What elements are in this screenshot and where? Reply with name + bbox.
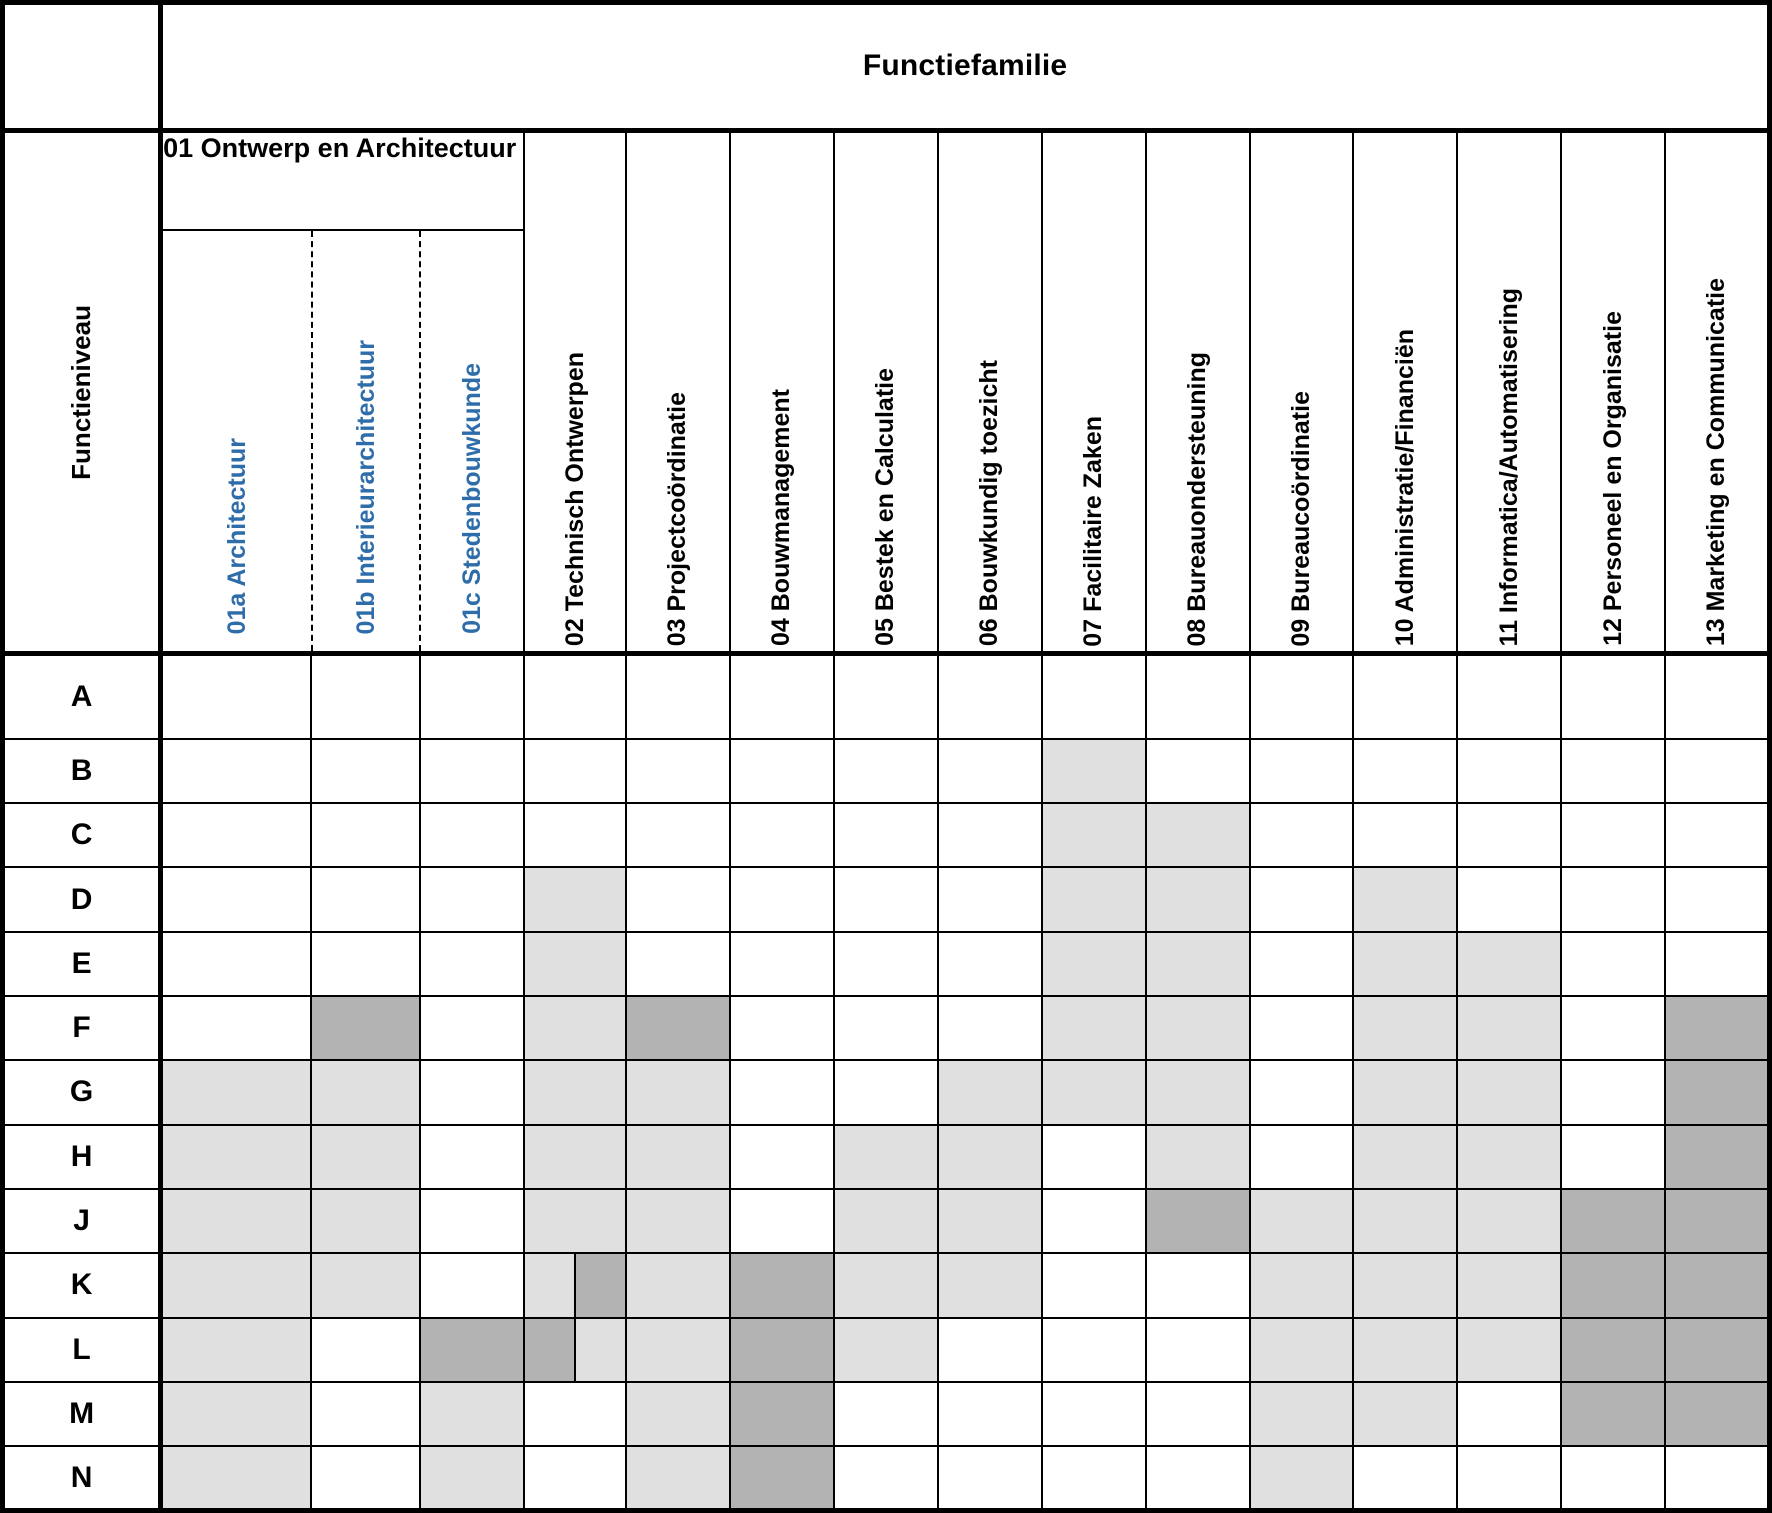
matrix-cell-G-06[interactable]	[938, 1060, 1042, 1124]
matrix-cell-E-13[interactable]	[1665, 932, 1769, 996]
matrix-cell-B-02[interactable]	[524, 739, 626, 803]
matrix-cell-C-06[interactable]	[938, 803, 1042, 867]
matrix-cell-K-07[interactable]	[1042, 1253, 1146, 1317]
matrix-cell-K-01a[interactable]	[161, 1253, 311, 1317]
column-header-04	[730, 130, 834, 654]
row-axis-header	[3, 130, 161, 654]
matrix-cell-H-03[interactable]	[626, 1125, 730, 1189]
matrix-cell-M-13[interactable]	[1665, 1382, 1769, 1446]
matrix-cell-N-12[interactable]	[1561, 1446, 1665, 1510]
matrix-cell-F-06[interactable]	[938, 996, 1042, 1060]
matrix-cell-A-11[interactable]	[1457, 654, 1561, 739]
matrix-cell-C-04[interactable]	[730, 803, 834, 867]
matrix-cell-K-06[interactable]	[938, 1253, 1042, 1317]
level-label-F: F	[3, 996, 161, 1060]
matrix-cell-B-08[interactable]	[1146, 739, 1250, 803]
matrix-cell-H-11[interactable]	[1457, 1125, 1561, 1189]
matrix-cell-L-02[interactable]	[524, 1318, 626, 1382]
matrix-cell-G-01a[interactable]	[161, 1060, 311, 1124]
matrix-cell-L-01c[interactable]	[420, 1318, 524, 1382]
matrix-cell-L-07[interactable]	[1042, 1318, 1146, 1382]
matrix-cell-C-03[interactable]	[626, 803, 730, 867]
matrix-row	[3, 1253, 1770, 1317]
matrix-cell-G-09[interactable]	[1250, 1060, 1354, 1124]
sub-column-label-01c: 01c Stedenbouwkunde	[457, 363, 486, 635]
matrix-cell-J-12[interactable]	[1561, 1189, 1665, 1253]
matrix-cell-M-08[interactable]	[1146, 1382, 1250, 1446]
matrix-cell-E-08[interactable]	[1146, 932, 1250, 996]
matrix-cell-F-09[interactable]	[1250, 996, 1354, 1060]
matrix-cell-F-01b[interactable]	[311, 996, 421, 1060]
matrix-cell-L-08[interactable]	[1146, 1318, 1250, 1382]
matrix-cell-J-08[interactable]	[1146, 1189, 1250, 1253]
matrix-cell-M-05[interactable]	[834, 1382, 938, 1446]
matrix-cell-F-05[interactable]	[834, 996, 938, 1060]
matrix-cell-G-01b[interactable]	[311, 1060, 421, 1124]
level-label-D: D	[3, 867, 161, 931]
matrix-cell-E-01b[interactable]	[311, 932, 421, 996]
matrix-cell-F-12[interactable]	[1561, 996, 1665, 1060]
matrix-cell-H-05[interactable]	[834, 1125, 938, 1189]
matrix-cell-N-03[interactable]	[626, 1446, 730, 1510]
matrix-cell-D-11[interactable]	[1457, 867, 1561, 931]
matrix-cell-E-07[interactable]	[1042, 932, 1146, 996]
matrix-cell-J-01b[interactable]	[311, 1189, 421, 1253]
matrix-cell-N-06[interactable]	[938, 1446, 1042, 1510]
matrix-cell-K-03[interactable]	[626, 1253, 730, 1317]
matrix-cell-L-11[interactable]	[1457, 1318, 1561, 1382]
matrix-cell-E-02[interactable]	[524, 932, 626, 996]
matrix-cell-M-10[interactable]	[1353, 1382, 1457, 1446]
column-header-05	[834, 130, 938, 654]
matrix-cell-H-02[interactable]	[524, 1125, 626, 1189]
matrix-cell-K-01c[interactable]	[420, 1253, 524, 1317]
matrix-row	[3, 1189, 1770, 1253]
matrix-cell-H-01a[interactable]	[161, 1125, 311, 1189]
column-header-07	[1042, 130, 1146, 654]
level-label-J: J	[3, 1189, 161, 1253]
level-label-L: L	[3, 1318, 161, 1382]
matrix-row	[3, 996, 1770, 1060]
group-header-cell	[161, 130, 525, 654]
matrix-cell-G-10[interactable]	[1353, 1060, 1457, 1124]
matrix-cell-J-03[interactable]	[626, 1189, 730, 1253]
column-header-13	[1665, 130, 1769, 654]
matrix-cell-M-04[interactable]	[730, 1382, 834, 1446]
column-header-row	[3, 130, 1770, 654]
matrix-cell-N-04[interactable]	[730, 1446, 834, 1510]
matrix-cell-A-10[interactable]	[1353, 654, 1457, 739]
matrix-cell-J-01a[interactable]	[161, 1189, 311, 1253]
sub-column-label-01a: 01a Architectuur	[222, 437, 251, 635]
matrix-cell-C-07[interactable]	[1042, 803, 1146, 867]
matrix-cell-M-03[interactable]	[626, 1382, 730, 1446]
matrix-cell-A-01a[interactable]	[161, 654, 311, 739]
matrix-cell-H-01b[interactable]	[311, 1125, 421, 1189]
matrix-row	[3, 654, 1770, 739]
matrix-cell-N-13[interactable]	[1665, 1446, 1769, 1510]
matrix-cell-E-10[interactable]	[1353, 932, 1457, 996]
cell-split-divider	[574, 1319, 576, 1381]
matrix-cell-K-04[interactable]	[730, 1253, 834, 1317]
column-label-12: 12 Personeel en Organisatie	[1598, 311, 1627, 647]
matrix-cell-D-08[interactable]	[1146, 867, 1250, 931]
matrix-cell-D-01a[interactable]	[161, 867, 311, 931]
matrix-cell-C-01a[interactable]	[161, 803, 311, 867]
matrix-cell-G-04[interactable]	[730, 1060, 834, 1124]
column-header-08	[1146, 130, 1250, 654]
matrix-row	[3, 1382, 1770, 1446]
matrix-cell-H-08[interactable]	[1146, 1125, 1250, 1189]
matrix-cell-L-06[interactable]	[938, 1318, 1042, 1382]
matrix-cell-B-13[interactable]	[1665, 739, 1769, 803]
matrix-cell-N-08[interactable]	[1146, 1446, 1250, 1510]
matrix-cell-L-13[interactable]	[1665, 1318, 1769, 1382]
cell-half-right	[575, 1319, 625, 1381]
matrix-cell-F-02[interactable]	[524, 996, 626, 1060]
matrix-cell-D-02[interactable]	[524, 867, 626, 931]
column-label-06: 06 Bouwkundig toezicht	[975, 360, 1004, 647]
column-header-03	[626, 130, 730, 654]
matrix-cell-H-06[interactable]	[938, 1125, 1042, 1189]
matrix-cell-M-01b[interactable]	[311, 1382, 421, 1446]
matrix-cell-C-02[interactable]	[524, 803, 626, 867]
matrix-cell-B-09[interactable]	[1250, 739, 1354, 803]
level-label-C: C	[3, 803, 161, 867]
column-header-12	[1561, 130, 1665, 654]
group-label: 01 Ontwerp en Architectuur	[163, 133, 523, 230]
matrix-cell-D-13[interactable]	[1665, 867, 1769, 931]
row-axis-label: Functieniveau	[66, 305, 97, 480]
matrix-cell-K-11[interactable]	[1457, 1253, 1561, 1317]
matrix-cell-M-06[interactable]	[938, 1382, 1042, 1446]
column-header-02	[524, 130, 626, 654]
matrix-cell-B-01a[interactable]	[161, 739, 311, 803]
matrix-cell-J-02[interactable]	[524, 1189, 626, 1253]
matrix-row	[3, 1125, 1770, 1189]
matrix-cell-B-04[interactable]	[730, 739, 834, 803]
matrix-cell-L-12[interactable]	[1561, 1318, 1665, 1382]
matrix-cell-J-13[interactable]	[1665, 1189, 1769, 1253]
matrix-cell-M-01a[interactable]	[161, 1382, 311, 1446]
matrix-cell-E-04[interactable]	[730, 932, 834, 996]
matrix-cell-C-10[interactable]	[1353, 803, 1457, 867]
level-label-G: G	[3, 1060, 161, 1124]
matrix-cell-E-09[interactable]	[1250, 932, 1354, 996]
column-header-06	[938, 130, 1042, 654]
matrix-cell-B-11[interactable]	[1457, 739, 1561, 803]
column-label-03: 03 Projectcoördinatie	[663, 392, 692, 647]
column-header-11	[1457, 130, 1561, 654]
matrix-cell-L-05[interactable]	[834, 1318, 938, 1382]
matrix-cell-D-10[interactable]	[1353, 867, 1457, 931]
matrix-cell-N-05[interactable]	[834, 1446, 938, 1510]
matrix-cell-E-01a[interactable]	[161, 932, 311, 996]
matrix-cell-F-04[interactable]	[730, 996, 834, 1060]
level-label-B: B	[3, 739, 161, 803]
matrix-cell-C-08[interactable]	[1146, 803, 1250, 867]
cell-half-left	[525, 1254, 575, 1316]
cell-half-right	[575, 1254, 625, 1316]
matrix-cell-A-01b[interactable]	[311, 654, 421, 739]
matrix-cell-N-02[interactable]	[524, 1446, 626, 1510]
corner-blank-cell	[3, 3, 161, 131]
level-label-E: E	[3, 932, 161, 996]
matrix-cell-C-05[interactable]	[834, 803, 938, 867]
matrix-cell-M-02[interactable]	[524, 1382, 626, 1446]
matrix-cell-H-10[interactable]	[1353, 1125, 1457, 1189]
column-header-10	[1353, 130, 1457, 654]
matrix-cell-G-12[interactable]	[1561, 1060, 1665, 1124]
matrix-cell-C-01b[interactable]	[311, 803, 421, 867]
matrix-cell-G-05[interactable]	[834, 1060, 938, 1124]
cell-half-left	[525, 1319, 575, 1381]
matrix-cell-F-01a[interactable]	[161, 996, 311, 1060]
matrix-cell-D-04[interactable]	[730, 867, 834, 931]
matrix-cell-E-12[interactable]	[1561, 932, 1665, 996]
sub-column-header-01a	[163, 230, 312, 652]
matrix-cell-N-07[interactable]	[1042, 1446, 1146, 1510]
matrix-row	[3, 1446, 1770, 1510]
matrix-cell-G-07[interactable]	[1042, 1060, 1146, 1124]
matrix-cell-A-04[interactable]	[730, 654, 834, 739]
matrix-cell-K-10[interactable]	[1353, 1253, 1457, 1317]
matrix-cell-E-05[interactable]	[834, 932, 938, 996]
matrix-cell-L-04[interactable]	[730, 1318, 834, 1382]
matrix-cell-B-05[interactable]	[834, 739, 938, 803]
column-label-10: 10 Administratie/Financiën	[1390, 329, 1419, 647]
matrix-cell-B-12[interactable]	[1561, 739, 1665, 803]
matrix-cell-K-02[interactable]	[524, 1253, 626, 1317]
column-label-11: 11 Informatica/Automatisering	[1494, 287, 1523, 647]
matrix-cell-B-10[interactable]	[1353, 739, 1457, 803]
matrix-cell-E-11[interactable]	[1457, 932, 1561, 996]
matrix-cell-K-08[interactable]	[1146, 1253, 1250, 1317]
matrix-row	[3, 739, 1770, 803]
matrix-row	[3, 803, 1770, 867]
matrix-cell-A-13[interactable]	[1665, 654, 1769, 739]
matrix-cell-B-07[interactable]	[1042, 739, 1146, 803]
matrix-cell-N-01b[interactable]	[311, 1446, 421, 1510]
matrix-cell-A-12[interactable]	[1561, 654, 1665, 739]
matrix-cell-N-11[interactable]	[1457, 1446, 1561, 1510]
column-header-09	[1250, 130, 1354, 654]
matrix-cell-K-01b[interactable]	[311, 1253, 421, 1317]
matrix-cell-L-10[interactable]	[1353, 1318, 1457, 1382]
matrix-cell-M-11[interactable]	[1457, 1382, 1561, 1446]
level-label-N: N	[3, 1446, 161, 1510]
matrix-cell-B-01b[interactable]	[311, 739, 421, 803]
matrix-cell-D-01c[interactable]	[420, 867, 524, 931]
matrix-cell-L-01a[interactable]	[161, 1318, 311, 1382]
column-label-07: 07 Facilitaire Zaken	[1079, 415, 1108, 647]
matrix-cell-A-06[interactable]	[938, 654, 1042, 739]
matrix-cell-M-07[interactable]	[1042, 1382, 1146, 1446]
matrix-cell-D-12[interactable]	[1561, 867, 1665, 931]
sub-column-header-01b	[312, 230, 421, 652]
level-label-A: A	[3, 654, 161, 739]
matrix-cell-A-01c[interactable]	[420, 654, 524, 739]
matrix-cell-H-09[interactable]	[1250, 1125, 1354, 1189]
matrix-cell-C-09[interactable]	[1250, 803, 1354, 867]
matrix-cell-D-05[interactable]	[834, 867, 938, 931]
matrix-cell-G-02[interactable]	[524, 1060, 626, 1124]
matrix-row	[3, 1060, 1770, 1124]
matrix-cell-B-01c[interactable]	[420, 739, 524, 803]
matrix-cell-H-07[interactable]	[1042, 1125, 1146, 1189]
matrix-cell-A-07[interactable]	[1042, 654, 1146, 739]
matrix-cell-J-01c[interactable]	[420, 1189, 524, 1253]
matrix-cell-M-09[interactable]	[1250, 1382, 1354, 1446]
column-label-09: 09 Bureaucoördinatie	[1287, 390, 1315, 647]
matrix-cell-J-09[interactable]	[1250, 1189, 1354, 1253]
matrix-cell-L-01b[interactable]	[311, 1318, 421, 1382]
matrix-cell-K-13[interactable]	[1665, 1253, 1769, 1317]
matrix-cell-M-01c[interactable]	[420, 1382, 524, 1446]
matrix-cell-A-08[interactable]	[1146, 654, 1250, 739]
matrix-cell-M-12[interactable]	[1561, 1382, 1665, 1446]
matrix-cell-J-10[interactable]	[1353, 1189, 1457, 1253]
matrix-cell-D-06[interactable]	[938, 867, 1042, 931]
column-label-04: 04 Bouwmanagement	[767, 389, 796, 647]
matrix-row	[3, 867, 1770, 931]
matrix-cell-H-12[interactable]	[1561, 1125, 1665, 1189]
matrix-cell-G-13[interactable]	[1665, 1060, 1769, 1124]
matrix-cell-J-04[interactable]	[730, 1189, 834, 1253]
matrix-cell-H-13[interactable]	[1665, 1125, 1769, 1189]
matrix-cell-K-12[interactable]	[1561, 1253, 1665, 1317]
matrix-cell-E-01c[interactable]	[420, 932, 524, 996]
matrix-cell-J-05[interactable]	[834, 1189, 938, 1253]
matrix-cell-L-09[interactable]	[1250, 1318, 1354, 1382]
matrix-cell-B-03[interactable]	[626, 739, 730, 803]
matrix-cell-D-09[interactable]	[1250, 867, 1354, 931]
level-label-H: H	[3, 1125, 161, 1189]
matrix-cell-J-07[interactable]	[1042, 1189, 1146, 1253]
matrix-cell-J-11[interactable]	[1457, 1189, 1561, 1253]
matrix-cell-F-08[interactable]	[1146, 996, 1250, 1060]
matrix-cell-G-11[interactable]	[1457, 1060, 1561, 1124]
page-title: Functiefamilie	[161, 3, 1770, 131]
matrix-cell-G-01c[interactable]	[420, 1060, 524, 1124]
cell-split-divider	[574, 1254, 576, 1316]
matrix-cell-D-07[interactable]	[1042, 867, 1146, 931]
sub-column-label-01b: 01b Interieurarchitectuur	[351, 339, 380, 635]
matrix-cell-N-10[interactable]	[1353, 1446, 1457, 1510]
matrix-cell-F-03[interactable]	[626, 996, 730, 1060]
matrix-cell-D-03[interactable]	[626, 867, 730, 931]
matrix-cell-F-10[interactable]	[1353, 996, 1457, 1060]
title-row	[3, 3, 1770, 131]
matrix-cell-H-04[interactable]	[730, 1125, 834, 1189]
matrix-cell-J-06[interactable]	[938, 1189, 1042, 1253]
matrix-cell-A-02[interactable]	[524, 654, 626, 739]
matrix-cell-A-05[interactable]	[834, 654, 938, 739]
matrix-cell-A-09[interactable]	[1250, 654, 1354, 739]
level-label-K: K	[3, 1253, 161, 1317]
matrix-cell-G-08[interactable]	[1146, 1060, 1250, 1124]
column-label-13: 13 Marketing en Communicatie	[1702, 278, 1731, 647]
sub-column-header-01c	[420, 230, 523, 652]
matrix-cell-N-01c[interactable]	[420, 1446, 524, 1510]
matrix-cell-C-01c[interactable]	[420, 803, 524, 867]
matrix-cell-G-03[interactable]	[626, 1060, 730, 1124]
column-label-05: 05 Bestek en Calculatie	[871, 368, 900, 647]
column-label-08: 08 Bureauondersteuning	[1183, 351, 1212, 647]
matrix-cell-A-03[interactable]	[626, 654, 730, 739]
matrix-cell-N-09[interactable]	[1250, 1446, 1354, 1510]
matrix-cell-F-07[interactable]	[1042, 996, 1146, 1060]
matrix-cell-F-13[interactable]	[1665, 996, 1769, 1060]
matrix-cell-C-13[interactable]	[1665, 803, 1769, 867]
matrix-cell-L-03[interactable]	[626, 1318, 730, 1382]
matrix-cell-H-01c[interactable]	[420, 1125, 524, 1189]
matrix-cell-E-03[interactable]	[626, 932, 730, 996]
matrix-cell-E-06[interactable]	[938, 932, 1042, 996]
level-label-M: M	[3, 1382, 161, 1446]
matrix-cell-K-09[interactable]	[1250, 1253, 1354, 1317]
matrix-cell-F-11[interactable]	[1457, 996, 1561, 1060]
matrix-cell-C-12[interactable]	[1561, 803, 1665, 867]
matrix-row	[3, 932, 1770, 996]
matrix-cell-N-01a[interactable]	[161, 1446, 311, 1510]
column-label-02: 02 Technisch Ontwerpen	[560, 352, 589, 647]
matrix-cell-K-05[interactable]	[834, 1253, 938, 1317]
matrix-cell-B-06[interactable]	[938, 739, 1042, 803]
matrix-row	[3, 1318, 1770, 1382]
matrix-cell-C-11[interactable]	[1457, 803, 1561, 867]
matrix-cell-F-01c[interactable]	[420, 996, 524, 1060]
matrix-cell-D-01b[interactable]	[311, 867, 421, 931]
